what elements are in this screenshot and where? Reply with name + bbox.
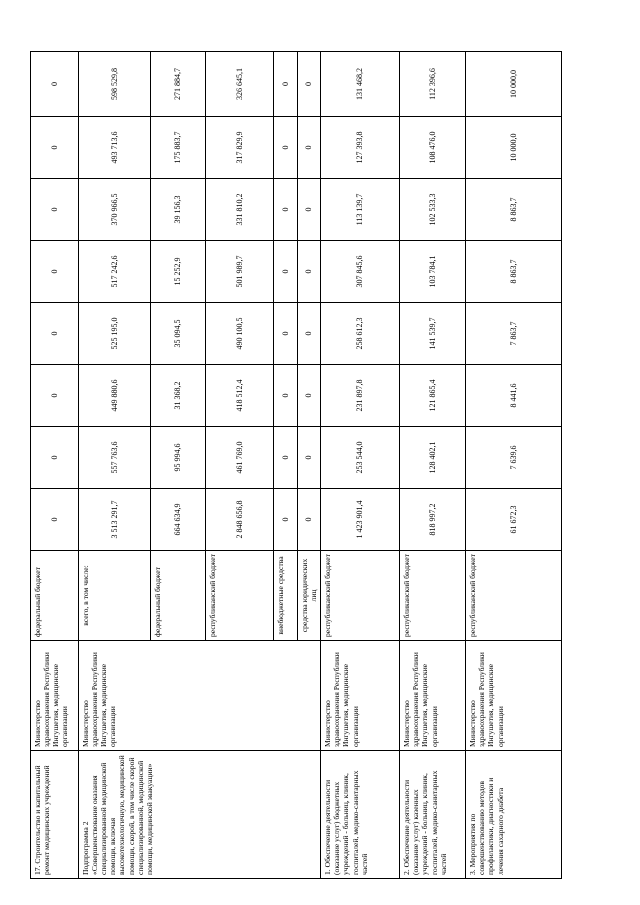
- value-cell: 10 000,0: [466, 116, 562, 178]
- value-cell: 141 539,7: [400, 302, 466, 364]
- value-cell: 0: [298, 51, 321, 116]
- funding-source-cell: республиканский бюджет: [466, 550, 562, 640]
- value-cell: 131 468,2: [321, 51, 400, 116]
- value-cell: 2 848 656,8: [206, 488, 274, 550]
- value-cell: 10 000,0: [466, 51, 562, 116]
- funding-source-cell: республиканский бюджет: [206, 550, 274, 640]
- activity-name-cell: 1. Обеспечение деятельности (оказание услуг) бюджетных учреждений - больниц, клиник, госпиталей, медико-санитарных частей: [321, 751, 400, 879]
- value-cell: 490 100,5: [206, 302, 274, 364]
- value-cell: 103 784,1: [400, 240, 466, 302]
- value-cell: 0: [298, 426, 321, 488]
- activity-name-cell: 17. Строительство и капитальный ремонт медицинских учреждений: [31, 751, 79, 879]
- value-cell: 128 402,1: [400, 426, 466, 488]
- activity-name-cell: 2. Обеспечение деятельности (оказание услуг) казенных учреждений - больниц, клиник, госпиталей, медико-санитарных частей: [400, 751, 466, 879]
- table-row: [400, 51, 466, 878]
- funding-source-cell: федеральный бюджет: [151, 550, 206, 640]
- value-cell: 0: [274, 116, 298, 178]
- value-cell: 0: [298, 178, 321, 240]
- table-row: [79, 51, 151, 878]
- value-cell: 0: [274, 364, 298, 426]
- value-cell: 0: [274, 178, 298, 240]
- value-cell: 3 513 291,7: [79, 488, 151, 550]
- value-cell: 557 763,6: [79, 426, 151, 488]
- rotated-page: [30, 52, 560, 879]
- value-cell: 0: [31, 302, 79, 364]
- value-cell: 598 529,8: [79, 51, 151, 116]
- value-cell: 525 195,0: [79, 302, 151, 364]
- table-row: [321, 51, 400, 878]
- value-cell: 0: [298, 364, 321, 426]
- value-cell: 317 829,9: [206, 116, 274, 178]
- value-cell: 108 476,0: [400, 116, 466, 178]
- funding-source-cell: средства юридических лиц: [298, 550, 321, 640]
- value-cell: 818 997,2: [400, 488, 466, 550]
- value-cell: 8 441,6: [466, 364, 562, 426]
- value-cell: 501 989,7: [206, 240, 274, 302]
- value-cell: 0: [274, 426, 298, 488]
- value-cell: 112 396,6: [400, 51, 466, 116]
- value-cell: 35 094,5: [151, 302, 206, 364]
- value-cell: 0: [31, 364, 79, 426]
- value-cell: 8 863,7: [466, 178, 562, 240]
- value-cell: 95 994,6: [151, 426, 206, 488]
- executor-cell: Министерство здравоохранения Республики Ингушетия, медицинские организации: [466, 641, 562, 751]
- value-cell: 418 512,4: [206, 364, 274, 426]
- executor-cell: Министерство здравоохранения Республики Ингушетия, медицинские организации: [321, 641, 400, 751]
- subprogram-name-cell: Подпрограмма 2 «Совершенствование оказания специализированной медицинской помощи, включая высокотехнологичную, медицинской помощи, скорой, в том числе скорой специализированной, медицинской помощи, медицинской эвакуации»: [79, 751, 321, 879]
- funding-source-cell: республиканский бюджет: [321, 550, 400, 640]
- value-cell: 0: [274, 240, 298, 302]
- value-cell: 175 883,7: [151, 116, 206, 178]
- executor-cell: Министерство здравоохранения Республики Ингушетия, медицинские организации: [400, 641, 466, 751]
- value-cell: 258 612,3: [321, 302, 400, 364]
- value-cell: 7 863,7: [466, 302, 562, 364]
- value-cell: 31 368,2: [151, 364, 206, 426]
- funding-source-cell: всего, в том числе:: [79, 550, 151, 640]
- value-cell: 0: [31, 116, 79, 178]
- value-cell: 449 880,6: [79, 364, 151, 426]
- value-cell: 127 393,8: [321, 116, 400, 178]
- table-row: [31, 51, 79, 878]
- executor-cell: Министерство здравоохранения Республики Ингушетия, медицинские организации: [79, 641, 321, 751]
- value-cell: 121 865,4: [400, 364, 466, 426]
- value-cell: 664 634,9: [151, 488, 206, 550]
- value-cell: 493 713,6: [79, 116, 151, 178]
- value-cell: 0: [274, 488, 298, 550]
- value-cell: 0: [298, 302, 321, 364]
- value-cell: 231 897,8: [321, 364, 400, 426]
- value-cell: 517 242,6: [79, 240, 151, 302]
- funding-source-cell: республиканский бюджет: [400, 550, 466, 640]
- value-cell: 1 423 901,4: [321, 488, 400, 550]
- funding-source-cell: внебюджетные средства: [274, 550, 298, 640]
- value-cell: 0: [31, 51, 79, 116]
- value-cell: 7 639,6: [466, 426, 562, 488]
- activity-name-cell: 3. Мероприятия по совершенствованию методов профилактики, диагностики и лечения сахарного диабета: [466, 751, 562, 879]
- value-cell: 0: [31, 240, 79, 302]
- rotated-table-frame: [30, 52, 560, 879]
- value-cell: 113 139,7: [321, 178, 400, 240]
- table-row: [466, 51, 562, 878]
- value-cell: 8 863,7: [466, 240, 562, 302]
- value-cell: 0: [298, 240, 321, 302]
- value-cell: 39 156,3: [151, 178, 206, 240]
- value-cell: 0: [274, 51, 298, 116]
- value-cell: 61 672,3: [466, 488, 562, 550]
- executor-cell: Министерство здравоохранения Республики Ингушетия, медицинские организации: [31, 641, 79, 751]
- value-cell: 461 769,0: [206, 426, 274, 488]
- value-cell: 0: [298, 116, 321, 178]
- value-cell: 326 645,1: [206, 51, 274, 116]
- value-cell: 307 845,6: [321, 240, 400, 302]
- funding-source-cell: федеральный бюджет: [31, 550, 79, 640]
- value-cell: 253 544,0: [321, 426, 400, 488]
- program-funding-table: [30, 51, 562, 879]
- value-cell: 0: [31, 488, 79, 550]
- value-cell: 370 966,5: [79, 178, 151, 240]
- value-cell: 331 810,2: [206, 178, 274, 240]
- value-cell: 102 533,3: [400, 178, 466, 240]
- value-cell: 0: [31, 178, 79, 240]
- value-cell: 0: [31, 426, 79, 488]
- value-cell: 271 884,7: [151, 51, 206, 116]
- value-cell: 15 252,9: [151, 240, 206, 302]
- value-cell: 0: [274, 302, 298, 364]
- value-cell: 0: [298, 488, 321, 550]
